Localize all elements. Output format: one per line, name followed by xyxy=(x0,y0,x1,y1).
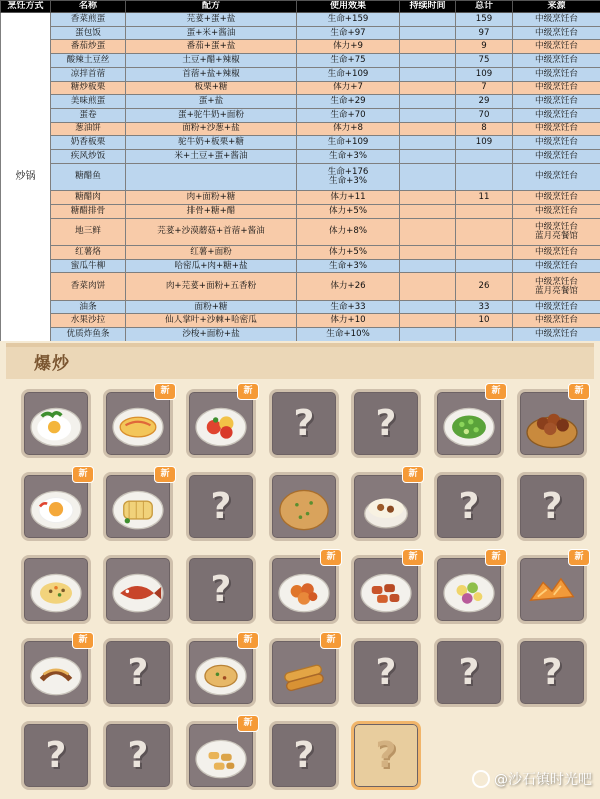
question-mark-icon: ? xyxy=(541,486,563,527)
source-cell: 中级烹饪台 xyxy=(513,204,600,218)
effect-cell-line: 生命+176 xyxy=(327,166,369,177)
recipe-cell: 面粉+沙葱+盐 xyxy=(126,122,297,136)
dish-name-cell: 糖醋鱼 xyxy=(51,163,126,190)
table-row xyxy=(1,67,600,81)
source-cell: 中级烹饪台 xyxy=(513,67,600,81)
source-cell: 中级烹饪台 xyxy=(513,300,600,314)
recipe-slot[interactable] xyxy=(21,635,91,707)
new-badge: 新 xyxy=(237,383,259,400)
source-cell: 中级烹饪台 xyxy=(513,163,600,190)
question-mark-icon: ? xyxy=(127,735,149,776)
source-cell-line: 蓝月亮餐馆 xyxy=(535,285,578,296)
recipe-cell: 仙人掌叶+沙棘+哈密瓜 xyxy=(126,314,297,328)
total-cell: 109 xyxy=(456,67,513,81)
table-row xyxy=(1,314,600,328)
recipe-slot[interactable] xyxy=(269,472,339,541)
recipe-slot[interactable] xyxy=(21,469,91,541)
effect-cell: 体力+8% xyxy=(297,218,400,245)
total-cell xyxy=(456,245,513,259)
dish-name-cell: 香菜煎蛋 xyxy=(51,13,126,27)
table-header-row xyxy=(1,1,600,13)
duration-cell xyxy=(400,218,456,245)
source-cell: 中级烹饪台 xyxy=(513,40,600,54)
section-header xyxy=(6,343,594,379)
source-cell xyxy=(513,218,600,245)
table-row xyxy=(1,191,600,205)
question-mark-icon: ? xyxy=(375,735,397,776)
question-mark-icon: ? xyxy=(375,652,397,693)
recipe-cell: 红薯+面粉 xyxy=(126,245,297,259)
effect-cell: 生命+75 xyxy=(297,54,400,68)
recipe-cell: 板栗+糖 xyxy=(126,81,297,95)
recipe-slot[interactable] xyxy=(103,555,173,624)
recipe-cell: 番茄+蛋+盐 xyxy=(126,40,297,54)
recipe-table xyxy=(0,0,600,342)
dish-name-cell: 番茄炒蛋 xyxy=(51,40,126,54)
dish-name-cell: 酸辣土豆丝 xyxy=(51,54,126,68)
effect-cell: 体力+8 xyxy=(297,122,400,136)
recipe-slot[interactable] xyxy=(21,389,91,458)
locked-recipe-slot[interactable] xyxy=(434,472,504,541)
duration-cell xyxy=(400,81,456,95)
column-header: 来源 xyxy=(513,1,600,13)
new-badge: 新 xyxy=(568,549,590,566)
effect-cell: 生命+3% xyxy=(297,259,400,273)
locked-recipe-slot[interactable] xyxy=(269,721,339,790)
total-cell: 8 xyxy=(456,122,513,136)
effect-cell: 体力+5% xyxy=(297,245,400,259)
total-cell: 26 xyxy=(456,273,513,300)
locked-recipe-slot[interactable] xyxy=(186,472,256,541)
duration-cell xyxy=(400,204,456,218)
total-cell: 29 xyxy=(456,95,513,109)
dish-name-cell: 疾风炒饭 xyxy=(51,150,126,164)
dish-name-cell: 蛋卷 xyxy=(51,108,126,122)
question-mark-icon: ? xyxy=(127,652,149,693)
column-header: 烹饪方式 xyxy=(1,1,51,13)
total-cell: 9 xyxy=(456,40,513,54)
duration-cell xyxy=(400,40,456,54)
table-row xyxy=(1,273,600,300)
watermark xyxy=(472,769,592,789)
duration-cell xyxy=(400,259,456,273)
recipe-cell: 肉+面粉+糖 xyxy=(126,191,297,205)
dish-name-cell: 凉拌首蓿 xyxy=(51,67,126,81)
total-cell xyxy=(456,328,513,342)
recipe-slot[interactable] xyxy=(269,552,339,624)
new-badge: 新 xyxy=(485,383,507,400)
effect-cell: 体力+9 xyxy=(297,40,400,54)
column-header: 总计 xyxy=(456,1,513,13)
new-badge: 新 xyxy=(320,549,342,566)
cookbook-panel xyxy=(0,341,600,799)
total-cell xyxy=(456,204,513,218)
recipe-cell: 土豆+醋+辣椒 xyxy=(126,54,297,68)
table-row xyxy=(1,26,600,40)
recipe-slot[interactable] xyxy=(103,386,173,458)
total-cell: 159 xyxy=(456,13,513,27)
table-row xyxy=(1,328,600,342)
recipe-slot[interactable] xyxy=(351,469,421,541)
effect-cell: 生命+159 xyxy=(297,13,400,27)
table-row xyxy=(1,95,600,109)
source-cell: 中级烹饪台 xyxy=(513,245,600,259)
duration-cell xyxy=(400,191,456,205)
duration-cell xyxy=(400,328,456,342)
question-mark-icon: ? xyxy=(293,735,315,776)
recipe-slot[interactable] xyxy=(21,555,91,624)
question-mark-icon: ? xyxy=(458,652,480,693)
watermark-logo-icon xyxy=(472,770,490,788)
recipe-slot[interactable] xyxy=(269,635,339,707)
effect-cell: 体力+7 xyxy=(297,81,400,95)
table-row xyxy=(1,300,600,314)
total-cell xyxy=(456,150,513,164)
dish-name-cell: 葱油饼 xyxy=(51,122,126,136)
effect-cell: 生命+70 xyxy=(297,108,400,122)
table-row xyxy=(1,54,600,68)
total-cell: 109 xyxy=(456,136,513,150)
recipe-cell: 蛋+米+酱油 xyxy=(126,26,297,40)
recipe-cell: 米+土豆+蛋+酱油 xyxy=(126,150,297,164)
locked-recipe-slot[interactable] xyxy=(103,638,173,707)
new-badge: 新 xyxy=(72,632,94,649)
question-mark-icon: ? xyxy=(541,652,563,693)
recipe-cell: 驼牛奶+板栗+糖 xyxy=(126,136,297,150)
dish-name-cell: 红薯烙 xyxy=(51,245,126,259)
effect-cell: 生命+97 xyxy=(297,26,400,40)
duration-cell xyxy=(400,245,456,259)
recipe-slot[interactable] xyxy=(351,552,421,624)
duration-cell xyxy=(400,300,456,314)
total-cell: 97 xyxy=(456,26,513,40)
duration-cell xyxy=(400,67,456,81)
recipe-cell: 首蓿+盐+辣椒 xyxy=(126,67,297,81)
source-cell: 中级烹饪台 xyxy=(513,328,600,342)
duration-cell xyxy=(400,150,456,164)
source-cell: 中级烹饪台 xyxy=(513,26,600,40)
dish-name-cell: 糖醋排骨 xyxy=(51,204,126,218)
dish-name-cell: 水果沙拉 xyxy=(51,314,126,328)
recipe-cell: 蛋+驼牛奶+面粉 xyxy=(126,108,297,122)
recipe-cell: 芫荽+蛋+盐 xyxy=(126,13,297,27)
recipe-slot[interactable] xyxy=(517,386,587,458)
recipe-cell: 排骨+糖+醋 xyxy=(126,204,297,218)
locked-recipe-slot[interactable] xyxy=(269,389,339,458)
source-cell xyxy=(513,273,600,300)
table-row xyxy=(1,245,600,259)
effect-cell-line: 生命+3% xyxy=(328,175,368,186)
source-cell-line: 中级烹饪台 xyxy=(535,276,578,287)
dish-name-cell: 地三鲜 xyxy=(51,218,126,245)
dish-name-cell: 奶香板栗 xyxy=(51,136,126,150)
total-cell: 70 xyxy=(456,108,513,122)
locked-recipe-slot[interactable] xyxy=(351,638,421,707)
recipe-slot[interactable] xyxy=(186,718,256,790)
total-cell xyxy=(456,163,513,190)
locked-recipe-slot[interactable] xyxy=(186,555,256,624)
table-row xyxy=(1,108,600,122)
locked-recipe-slot[interactable] xyxy=(517,472,587,541)
question-mark-icon: ? xyxy=(45,735,67,776)
effect-cell: 生命+29 xyxy=(297,95,400,109)
total-cell: 7 xyxy=(456,81,513,95)
recipe-cell: 面粉+糖 xyxy=(126,300,297,314)
recipe-slot[interactable] xyxy=(517,552,587,624)
total-cell: 11 xyxy=(456,191,513,205)
recipe-slot[interactable] xyxy=(434,552,504,624)
source-cell-line: 蓝月亮餐馆 xyxy=(535,230,578,241)
effect-cell: 生命+10% xyxy=(297,328,400,342)
new-badge: 新 xyxy=(568,383,590,400)
duration-cell xyxy=(400,108,456,122)
dish-name-cell: 美味煎蛋 xyxy=(51,95,126,109)
recipe-cell: 芫荽+沙漠蘑菇+首蓿+酱油 xyxy=(126,218,297,245)
duration-cell xyxy=(400,314,456,328)
total-cell: 33 xyxy=(456,300,513,314)
duration-cell xyxy=(400,163,456,190)
total-cell xyxy=(456,218,513,245)
recipe-cell: 蛋+盐 xyxy=(126,95,297,109)
effect-cell: 生命+109 xyxy=(297,67,400,81)
recipe-slot[interactable] xyxy=(103,469,173,541)
locked-recipe-slot[interactable] xyxy=(21,721,91,790)
section-title: 爆炒 xyxy=(34,354,70,374)
question-mark-icon: ? xyxy=(458,486,480,527)
recipe-slot[interactable] xyxy=(434,386,504,458)
table-row xyxy=(1,218,600,245)
table-row xyxy=(1,122,600,136)
recipe-cell: 肉+芫荽+面粉+五香粉 xyxy=(126,273,297,300)
table-row xyxy=(1,163,600,190)
locked-recipe-slot[interactable] xyxy=(434,638,504,707)
source-cell: 中级烹饪台 xyxy=(513,191,600,205)
source-cell-line: 中级烹饪台 xyxy=(535,221,578,232)
new-badge: 新 xyxy=(237,715,259,732)
effect-cell: 生命+109 xyxy=(297,136,400,150)
effect-cell: 生命+33 xyxy=(297,300,400,314)
locked-recipe-slot[interactable] xyxy=(517,638,587,707)
question-mark-icon: ? xyxy=(293,403,315,444)
dish-name-cell: 糖炒板栗 xyxy=(51,81,126,95)
column-header: 配方 xyxy=(126,1,297,13)
table-row xyxy=(1,136,600,150)
duration-cell xyxy=(400,136,456,150)
effect-cell: 生命+3% xyxy=(297,150,400,164)
new-badge: 新 xyxy=(402,549,424,566)
table-row xyxy=(1,150,600,164)
column-header: 使用效果 xyxy=(297,1,400,13)
duration-cell xyxy=(400,13,456,27)
question-mark-icon: ? xyxy=(210,569,232,610)
dish-name-cell: 优质炸鱼条 xyxy=(51,328,126,342)
new-badge: 新 xyxy=(320,632,342,649)
effect-cell: 体力+5% xyxy=(297,204,400,218)
new-badge: 新 xyxy=(72,466,94,483)
dish-name-cell: 蛋包饭 xyxy=(51,26,126,40)
source-cell: 中级烹饪台 xyxy=(513,259,600,273)
duration-cell xyxy=(400,54,456,68)
question-mark-icon: ? xyxy=(210,486,232,527)
effect-cell xyxy=(297,163,400,190)
locked-recipe-slot[interactable] xyxy=(351,389,421,458)
duration-cell xyxy=(400,273,456,300)
table-row xyxy=(1,40,600,54)
source-cell: 中级烹饪台 xyxy=(513,95,600,109)
total-cell: 10 xyxy=(456,314,513,328)
question-mark-icon: ? xyxy=(375,403,397,444)
total-cell: 75 xyxy=(456,54,513,68)
source-cell: 中级烹饪台 xyxy=(513,314,600,328)
column-header: 名称 xyxy=(51,1,126,13)
table-row xyxy=(1,13,600,27)
recipe-slot[interactable] xyxy=(186,386,256,458)
dish-name-cell: 蜜瓜牛柳 xyxy=(51,259,126,273)
table-row xyxy=(1,204,600,218)
new-badge: 新 xyxy=(154,383,176,400)
dish-name-cell: 香菜肉饼 xyxy=(51,273,126,300)
new-badge: 新 xyxy=(402,466,424,483)
table-row xyxy=(1,81,600,95)
dish-name-cell: 油条 xyxy=(51,300,126,314)
source-cell: 中级烹饪台 xyxy=(513,81,600,95)
recipe-cell: 哈密瓜+肉+糖+盐 xyxy=(126,259,297,273)
watermark-text: @沙石镇时光吧 xyxy=(494,772,592,788)
source-cell: 中级烹饪台 xyxy=(513,54,600,68)
locked-recipe-slot[interactable] xyxy=(351,721,421,790)
effect-cell: 体力+10 xyxy=(297,314,400,328)
new-badge: 新 xyxy=(237,632,259,649)
dish-name-cell: 糖醋肉 xyxy=(51,191,126,205)
header-strip xyxy=(6,343,594,347)
new-badge: 新 xyxy=(154,466,176,483)
source-cell: 中级烹饪台 xyxy=(513,150,600,164)
table-row xyxy=(1,259,600,273)
duration-cell xyxy=(400,95,456,109)
duration-cell xyxy=(400,26,456,40)
source-cell: 中级烹饪台 xyxy=(513,108,600,122)
duration-cell xyxy=(400,122,456,136)
total-cell xyxy=(456,259,513,273)
locked-recipe-slot[interactable] xyxy=(103,721,173,790)
source-cell: 中级烹饪台 xyxy=(513,13,600,27)
source-cell: 中级烹饪台 xyxy=(513,136,600,150)
column-header: 持续时间 xyxy=(400,1,456,13)
effect-cell: 体力+11 xyxy=(297,191,400,205)
new-badge: 新 xyxy=(485,549,507,566)
cooking-method-cell: 炒锅 xyxy=(1,13,51,342)
recipe-cell xyxy=(126,163,297,190)
effect-cell: 体力+26 xyxy=(297,273,400,300)
source-cell: 中级烹饪台 xyxy=(513,122,600,136)
recipe-cell: 沙梭+面粉+盐 xyxy=(126,328,297,342)
recipe-slot[interactable] xyxy=(186,635,256,707)
